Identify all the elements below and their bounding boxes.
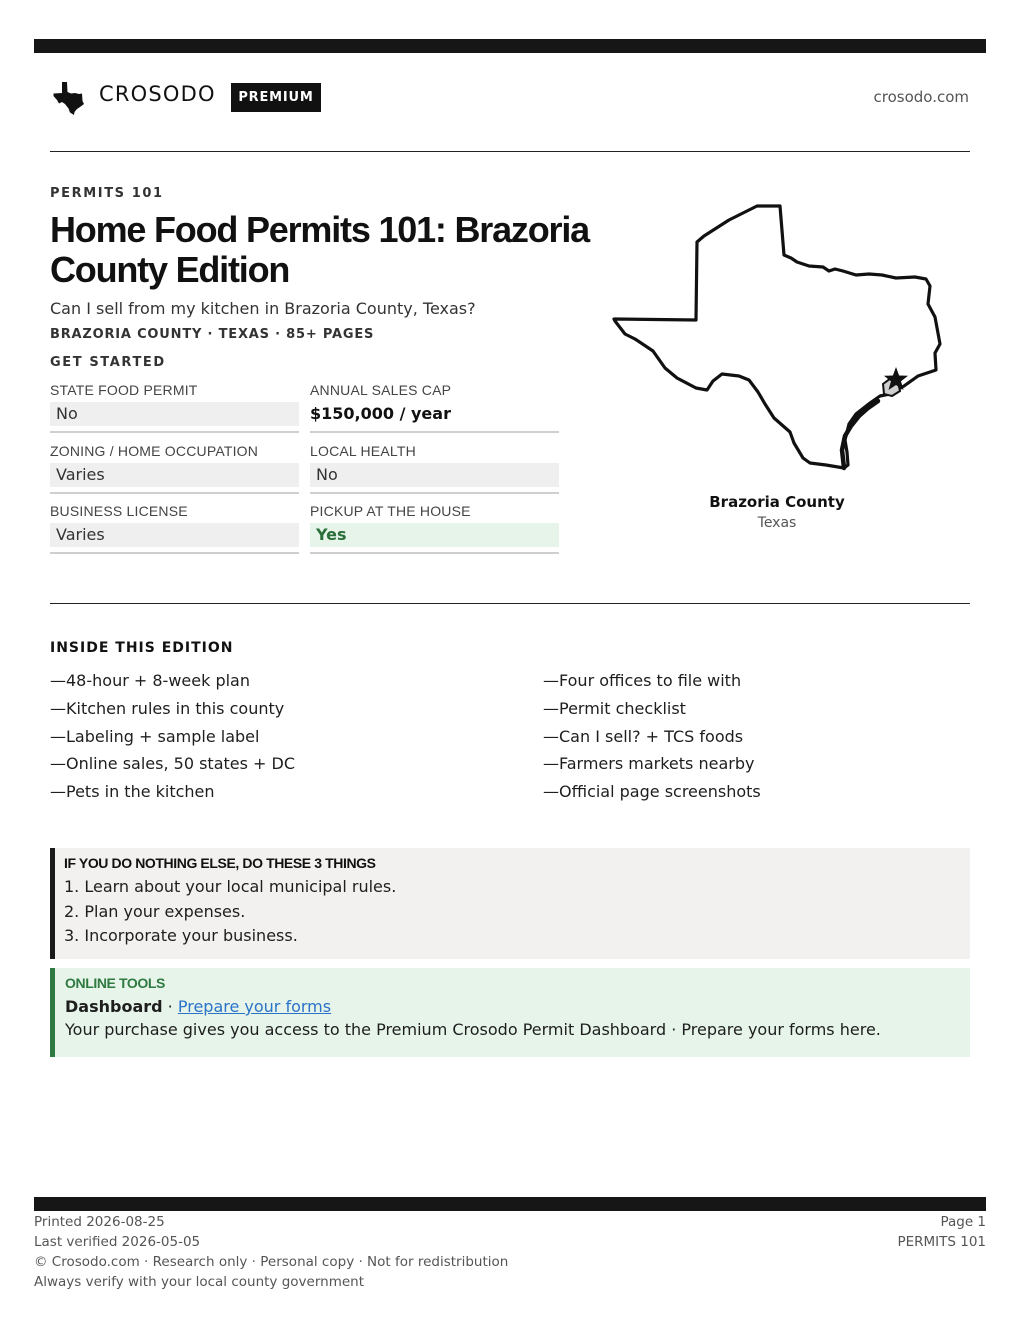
cell-value: No bbox=[310, 463, 559, 487]
list-item: —Online sales, 50 states + DC bbox=[50, 754, 296, 774]
cell-label: ZONING / HOME OCCUPATION bbox=[50, 443, 259, 459]
texas-outline bbox=[614, 206, 940, 468]
state-food-permit-cell bbox=[50, 382, 299, 434]
dashboard-label: Dashboard bbox=[65, 997, 163, 1016]
cell-value: $150,000 / year bbox=[310, 404, 451, 423]
site-url[interactable]: crosodo.com bbox=[873, 88, 969, 106]
priority-callout bbox=[50, 848, 970, 959]
online-tools-callout bbox=[50, 968, 970, 1057]
list-item: —Kitchen rules in this county bbox=[50, 698, 285, 718]
list-item: —Can I sell? + TCS foods bbox=[543, 726, 744, 746]
copyright-text: © Crosodo.com · Research only · Personal copy · Not for redistribution bbox=[34, 1254, 509, 1270]
footer-bar bbox=[34, 1197, 986, 1211]
cell-value: Yes bbox=[310, 523, 559, 547]
map-state-label: Texas bbox=[757, 515, 797, 531]
cell-label: BUSINESS LICENSE bbox=[50, 503, 188, 519]
dashboard-line bbox=[65, 997, 970, 1016]
contents-list-right bbox=[543, 667, 761, 806]
list-item: —Pets in the kitchen bbox=[50, 782, 215, 802]
cell-value: No bbox=[50, 402, 299, 426]
contents-list-left bbox=[50, 667, 295, 806]
premium-badge: PREMIUM bbox=[231, 83, 321, 112]
brand-name: CROSODO bbox=[99, 82, 216, 106]
cell-label: STATE FOOD PERMIT bbox=[50, 382, 198, 398]
cell-underline bbox=[50, 492, 299, 494]
separator: · bbox=[162, 997, 178, 1016]
cell-underline bbox=[50, 552, 299, 554]
list-item: —Permit checklist bbox=[543, 698, 686, 718]
callout-title: IF YOU DO NOTHING ELSE, DO THESE 3 THINGS bbox=[64, 855, 376, 871]
header bbox=[50, 78, 970, 118]
cell-label: LOCAL HEALTH bbox=[310, 443, 416, 459]
cell-underline bbox=[50, 431, 299, 433]
priority-steps bbox=[64, 875, 970, 949]
footer-right bbox=[897, 1212, 986, 1252]
cell-value: Varies bbox=[50, 523, 299, 547]
list-item: —48-hour + 8-week plan bbox=[50, 671, 250, 690]
cell-value: Varies bbox=[50, 463, 299, 487]
top-bar bbox=[34, 39, 986, 53]
divider bbox=[50, 151, 970, 152]
list-item: —Official page screenshots bbox=[543, 782, 761, 802]
local-health-cell bbox=[310, 443, 559, 495]
texas-map bbox=[608, 200, 948, 480]
map-county-label: Brazoria County bbox=[709, 493, 845, 511]
page-number: Page 1 bbox=[940, 1214, 986, 1230]
zoning-cell bbox=[50, 443, 299, 495]
disclaimer-text: Always verify with your local county government bbox=[34, 1274, 364, 1290]
divider bbox=[50, 603, 970, 604]
prepare-forms-link[interactable]: Prepare your forms bbox=[177, 997, 332, 1016]
page-subtitle: Can I sell from my kitchen in Brazoria County, Texas? bbox=[50, 299, 476, 318]
cell-underline bbox=[310, 552, 559, 554]
list-item: —Four offices to file with bbox=[543, 671, 742, 690]
list-item: 1. Learn about your local municipal rules. bbox=[64, 877, 397, 896]
texas-state-icon bbox=[53, 81, 89, 115]
business-license-cell bbox=[50, 503, 299, 555]
cell-label: PICKUP AT THE HOUSE bbox=[310, 503, 471, 519]
footer-section: PERMITS 101 bbox=[897, 1234, 986, 1250]
edition-meta: BRAZORIA COUNTY · TEXAS · 85+ PAGES bbox=[50, 327, 375, 342]
pickup-cell bbox=[310, 503, 559, 555]
cell-label: ANNUAL SALES CAP bbox=[310, 382, 452, 398]
annual-sales-cap-cell bbox=[310, 382, 559, 434]
printed-date: Printed 2026-08-25 bbox=[34, 1214, 165, 1230]
tools-title: ONLINE TOOLS bbox=[65, 975, 165, 991]
list-item: —Farmers markets nearby bbox=[543, 754, 755, 774]
inside-edition-heading: INSIDE THIS EDITION bbox=[50, 640, 234, 656]
get-started-heading: GET STARTED bbox=[50, 355, 166, 370]
access-text: Your purchase gives you access to the Premium Crosodo Permit Dashboard · Prepare your forms here. bbox=[65, 1020, 881, 1039]
footer-left bbox=[34, 1212, 508, 1292]
cell-underline bbox=[310, 431, 559, 433]
verified-date: Last verified 2026-05-05 bbox=[34, 1234, 201, 1250]
section-kicker: PERMITS 101 bbox=[50, 186, 164, 201]
cell-underline bbox=[310, 492, 559, 494]
list-item: 3. Incorporate your business. bbox=[64, 926, 298, 945]
page-title: Home Food Permits 101: Brazoria County Edition bbox=[50, 209, 589, 290]
list-item: —Labeling + sample label bbox=[50, 726, 260, 746]
list-item: 2. Plan your expenses. bbox=[64, 901, 246, 921]
